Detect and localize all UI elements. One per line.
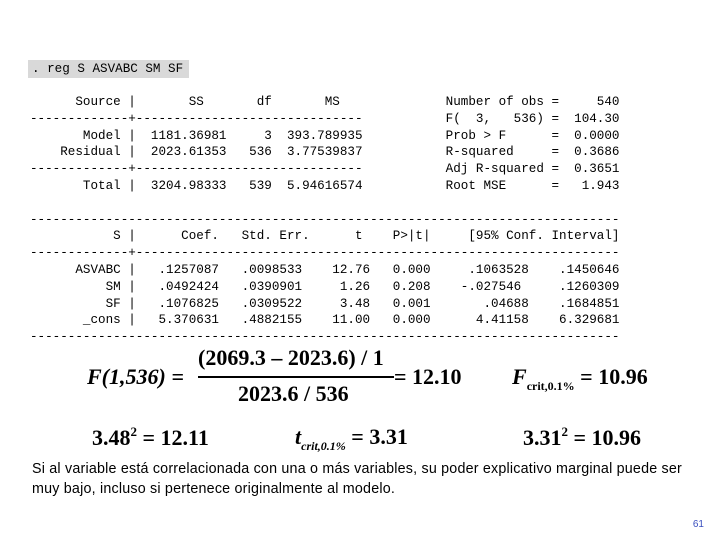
output-line: ------------------------------------------------------------------------------ [30,330,620,345]
output-line: SF | .1076825 .0309522 3.48 0.001 .04688 .1684851 [30,296,620,311]
output-line: SM | .0492424 .0390901 1.26 0.208 -.027546 .1260309 [30,279,620,294]
t-critical-equation [295,424,408,454]
stata-command: . reg S ASVABC SM SF [28,60,189,78]
output-line: ASVABC | .1257087 .0098533 12.76 0.000 .1063528 .1450646 [30,262,620,277]
output-line: -------------+------------------------------ Adj R-squared = 0.3651 [30,162,620,177]
fraction-bar [198,376,394,378]
f-statistic-lhs: F(1,536) = [87,364,184,389]
sq1-value: = 12.11 [137,425,209,450]
output-line: _cons | 5.370631 .4882155 11.00 0.000 4.41158 6.329681 [30,313,620,328]
fcrit-symbol: F [512,364,527,389]
tcrit-squared-equation [523,424,641,451]
f-statistic-result: = 12.10 [394,364,462,389]
sq2-value: = 10.96 [568,425,642,450]
output-line: -------------+------------------------------ F( 3, 536) = 104.30 [30,111,620,126]
sq2-exponent: 2 [561,424,568,439]
output-line: Residual | 2023.61353 536 3.77539837 R-squared = 0.3686 [30,145,620,160]
output-line: Source | SS df MS Number of obs = 540 [30,95,620,109]
output-line: ------------------------------------------------------------------------------ [30,212,620,227]
output-line: S | Coef. Std. Err. t P>|t| [95% Conf. Interval] [30,229,620,244]
tcrit-value: = 3.31 [345,424,408,449]
t-squared-equation [92,424,209,451]
tcrit-subscript: crit,0.1% [301,439,346,453]
sq1-base: 3.48 [92,425,131,450]
explanation-text: Si al variable está correlacionada con una o más variables, su poder explicativo marginal puede ser muy bajo, incluso si pertenece originalmente al modelo. [32,461,683,497]
f-critical-value [512,364,648,394]
sq1-exponent: 2 [130,424,137,439]
output-line: Total | 3204.98333 539 5.94616574 Root MSE = 1.943 [30,178,620,193]
output-line: Model | 1181.36981 3 393.789935 Prob > F = 0.0000 [30,128,620,143]
sq2-base: 3.31 [523,425,562,450]
f-numerator: (2069.3 – 2023.6) / 1 [198,345,384,370]
regression-output [30,94,619,346]
tcrit-symbol: t [295,424,302,449]
page-number: 61 [692,519,704,530]
output-line: -------------+---------------------------------------------------------------- [30,246,620,261]
fcrit-subscript: crit,0.1% [526,379,575,393]
fcrit-value: = 10.96 [580,364,648,389]
f-denominator: 2023.6 / 536 [238,381,349,406]
